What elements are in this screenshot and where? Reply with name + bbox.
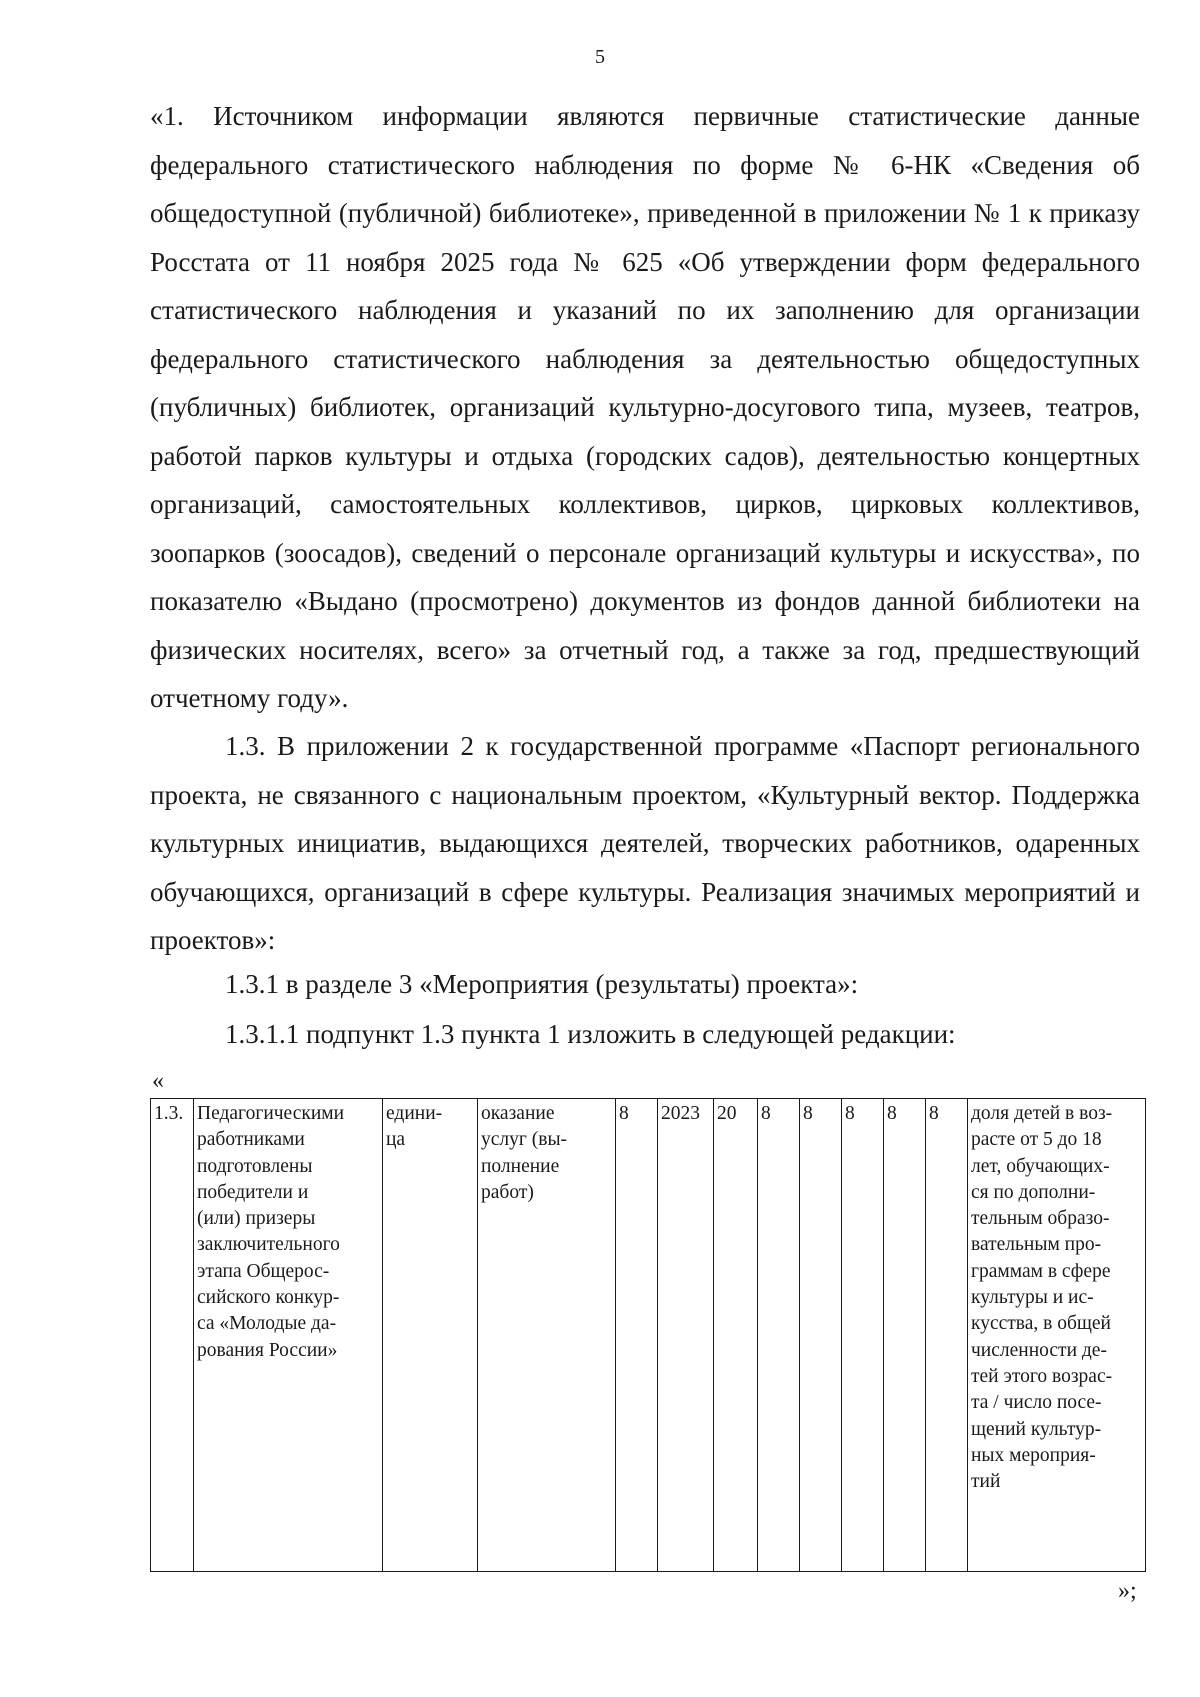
cell-unit: едини- ца (383, 1099, 478, 1572)
cell-year-short: 20 (714, 1099, 758, 1572)
paragraph-appendix-2: 1.3. В приложении 2 к государственной программе «Паспорт регионального проекта, не связанного с национальным проектом, «Культурный вектор. Поддержка культурных инициатив, выдающихся деятелей, творческих работников, одаренных обучающихся, организаций в сфере культуры. Реализация значимых мероприятий и проектов»: (150, 731, 1140, 955)
result-table (150, 1098, 1146, 1572)
page-number: 5 (595, 46, 605, 68)
cell-row-number: 1.3. (151, 1099, 194, 1572)
cell-value-5: 8 (926, 1099, 968, 1572)
opening-quote-mark: « (152, 1068, 164, 1094)
cell-base-value: 8 (616, 1099, 658, 1572)
paragraph-section-3: 1.3.1 в разделе 3 «Мероприятия (результаты) проекта»: (225, 969, 859, 999)
cell-value-4: 8 (884, 1099, 926, 1572)
cell-base-year: 2023 (658, 1099, 714, 1572)
cell-value-1: 8 (758, 1099, 800, 1572)
cell-result-type: оказание услуг (вы- полнение работ) (478, 1099, 616, 1572)
paragraph-source-info: «1. Источником информации являются первичные статистические данные федерального статистического наблюдения по форме № 6-НК «Сведения об общедоступной (публичной) библиотеке», приведенной в приложении № 1 к приказу Росстата от 11 ноября 2025 года № 625 «Об утверждении форм федерального статистического наблюдения и указаний по их заполнению для организации федерального статистического наблюдения за деятельностью общедоступных (публичных) библиотек, организаций культурно-досугового типа, музеев, театров, работой парков культуры и отдыха (городских садов), деятельностью концертных организаций, самостоятельных коллективов, цирков, цирковых коллективов, зоопарков (зоосадов), сведений о персонале организаций культуры и искусства», по показателю «Выдано (просмотрено) документов из фондов данной библиотеки на физических носителях, всего» за отчетный год, а также за год, предшествующий отчетному году». (150, 101, 1140, 713)
cell-event-name: Педагогическими работниками подготовлены победители и (или) призеры заключительного этапа Общерос- сийского конкур- са «Молодые да- рования России» (194, 1099, 383, 1572)
cell-value-2: 8 (800, 1099, 842, 1572)
closing-quote-mark: »; (1118, 1578, 1137, 1604)
paragraph-subitem-1-3: 1.3.1.1 подпункт 1.3 пункта 1 изложить в следующей редакции: (225, 1019, 956, 1049)
table-row (151, 1099, 1146, 1572)
cell-indicator: доля детей в воз- расте от 5 до 18 лет, обучающих- ся по дополни- тельным образо- вательным про- граммам в сфере культуры и ис- кусства, в общей численности де- тей этого возрас- та / число посе- щений культур- ных мероприя- тий (968, 1099, 1146, 1572)
cell-value-3: 8 (842, 1099, 884, 1572)
